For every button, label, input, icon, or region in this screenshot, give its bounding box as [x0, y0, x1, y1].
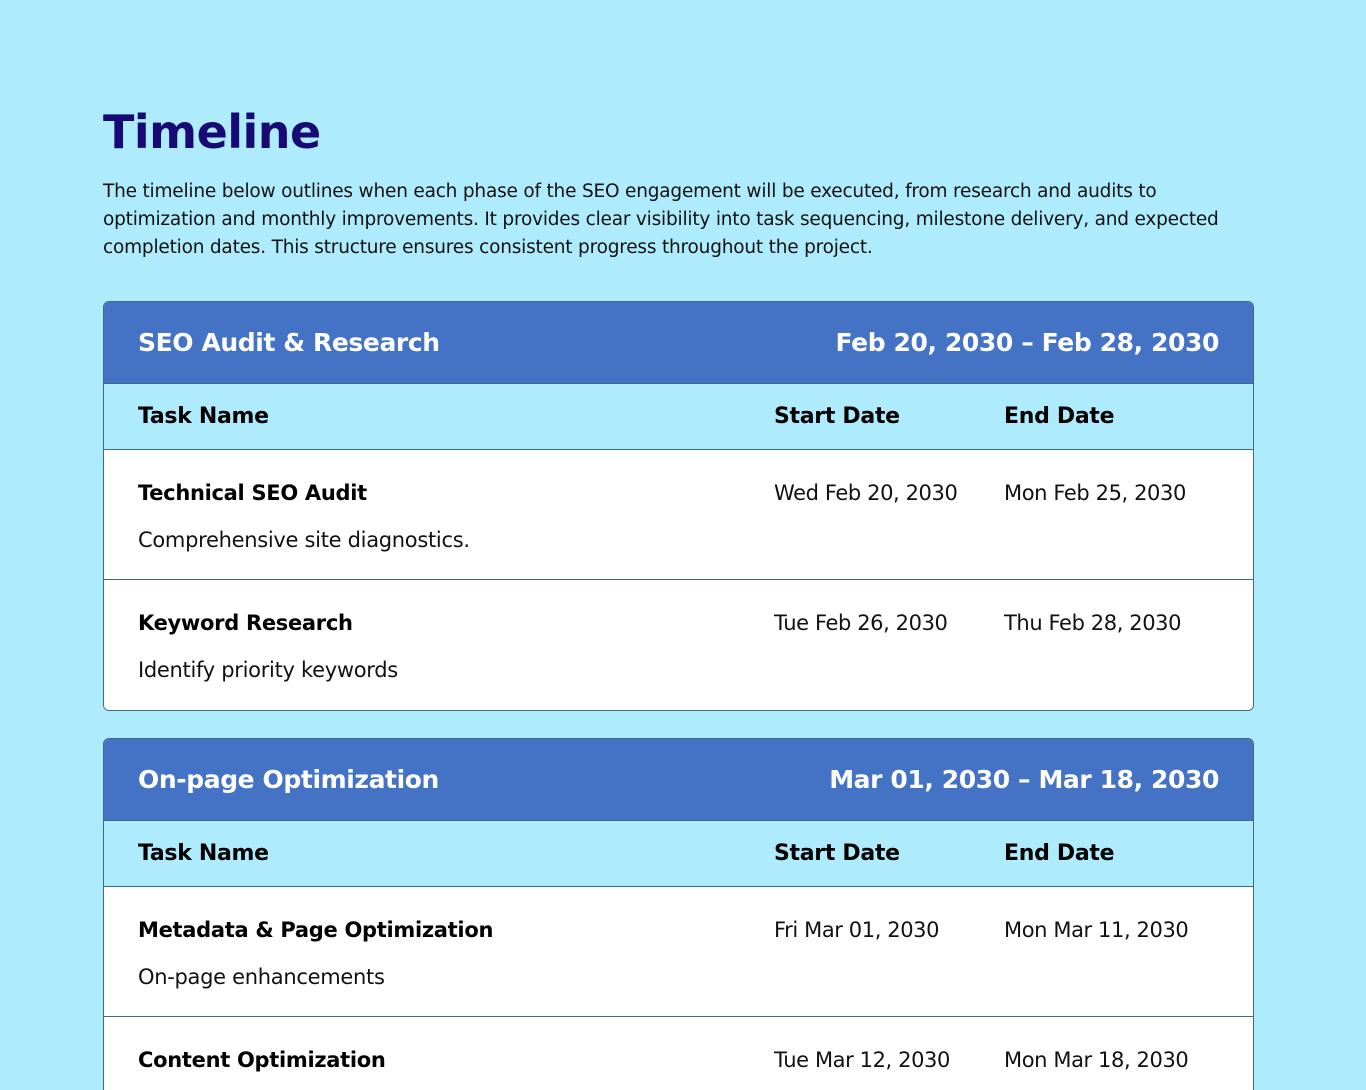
phase-date-range: Feb 20, 2030 – Feb 28, 2030 — [835, 328, 1219, 357]
task-end-date: Thu Feb 28, 2030 — [1004, 611, 1182, 635]
task-description: Identify priority keywords — [138, 658, 398, 682]
task-end-date: Mon Mar 11, 2030 — [1004, 918, 1189, 942]
column-header-end-date: End Date — [1004, 404, 1115, 429]
task-name: Metadata & Page Optimization — [138, 918, 494, 942]
phase-name: SEO Audit & Research — [138, 328, 440, 357]
task-name: Technical SEO Audit — [138, 481, 367, 505]
task-start-date: Tue Feb 26, 2030 — [774, 611, 948, 635]
phase-card-on-page-optimization — [103, 738, 1254, 1090]
task-row — [104, 580, 1253, 710]
phase-header — [104, 739, 1253, 821]
column-header-start-date: Start Date — [774, 404, 900, 429]
column-header-end-date: End Date — [1004, 841, 1115, 866]
phase-card-seo-audit — [103, 301, 1254, 711]
task-name: Keyword Research — [138, 611, 353, 635]
column-header-row — [104, 821, 1253, 887]
phase-header — [104, 302, 1253, 384]
task-description: Comprehensive site diagnostics. — [138, 528, 470, 552]
phase-name: On-page Optimization — [138, 765, 439, 794]
page-title: Timeline — [103, 105, 321, 159]
task-name: Content Optimization — [138, 1048, 386, 1072]
column-header-start-date: Start Date — [774, 841, 900, 866]
task-start-date: Wed Feb 20, 2030 — [774, 481, 958, 505]
task-description: On-page enhancements — [138, 965, 385, 989]
task-start-date: Tue Mar 12, 2030 — [774, 1048, 950, 1072]
phase-date-range: Mar 01, 2030 – Mar 18, 2030 — [829, 765, 1219, 794]
column-header-task-name: Task Name — [138, 404, 269, 429]
intro-paragraph: The timeline below outlines when each phase of the SEO engagement will be executed, from research and audits to optimization and monthly improvements. It provides clear visibility into task sequencing, milestone delivery, and expected completion dates. This structure ensures consistent progress throughout the project. — [103, 181, 1219, 258]
column-header-task-name: Task Name — [138, 841, 269, 866]
task-row — [104, 1017, 1253, 1090]
task-start-date: Fri Mar 01, 2030 — [774, 918, 940, 942]
task-row — [104, 887, 1253, 1017]
task-end-date: Mon Mar 18, 2030 — [1004, 1048, 1189, 1072]
task-end-date: Mon Feb 25, 2030 — [1004, 481, 1186, 505]
column-header-row — [104, 384, 1253, 450]
task-row — [104, 450, 1253, 580]
